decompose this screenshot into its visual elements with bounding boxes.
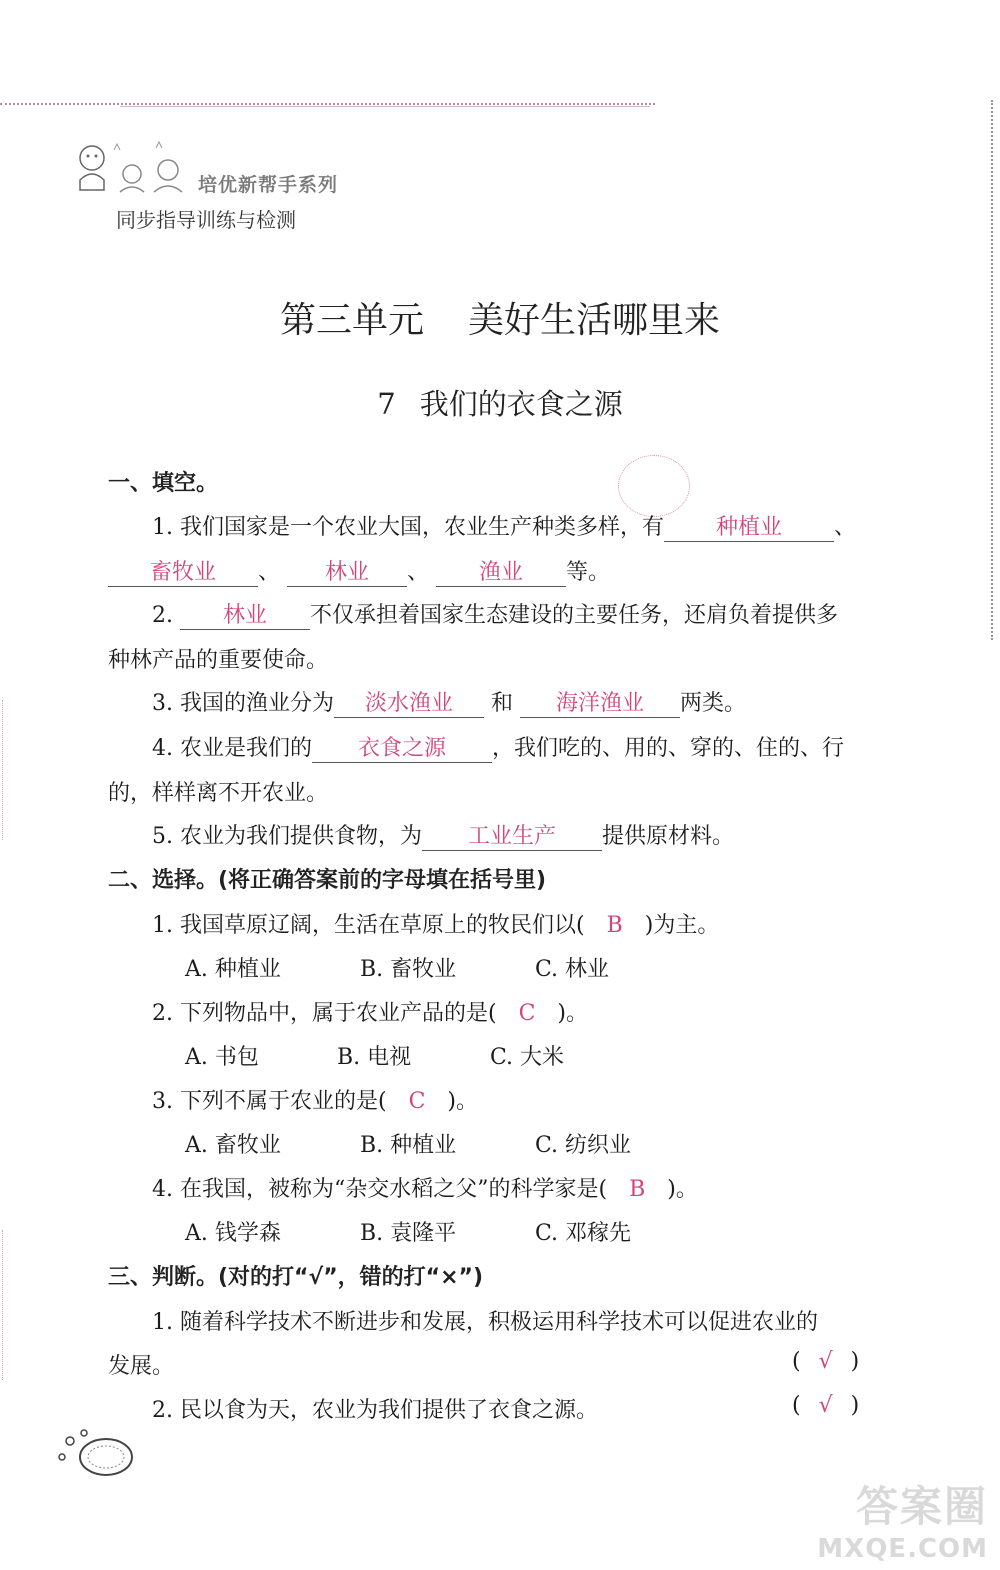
- answer-blank[interactable]: 衣食之源: [312, 731, 492, 763]
- lesson-title: 我们的衣食之源: [419, 387, 623, 421]
- judge-answer[interactable]: √: [818, 1393, 833, 1418]
- answer-blank[interactable]: 林业: [287, 555, 407, 587]
- question-line: 5. 农业为我们提供食物，为 工业生产 提供原材料。: [152, 819, 734, 851]
- choice-question: 2. 下列物品中，属于农业产品的是( C )。: [152, 1001, 589, 1026]
- judge-question: 发展。: [108, 1354, 175, 1379]
- answer-blank[interactable]: 种植业: [664, 510, 834, 542]
- margin-dots: [2, 700, 5, 840]
- choice-option: C. 林业: [535, 957, 610, 982]
- choice-option: A. 书包: [185, 1045, 259, 1070]
- margin-dots: [2, 1230, 5, 1380]
- site-watermark: [817, 1474, 988, 1564]
- choice-question: 3. 下列不属于农业的是( C )。: [152, 1089, 479, 1114]
- header-dotted-rule: [0, 103, 655, 105]
- unit-title: 美好生活哪里来: [468, 300, 721, 341]
- unit-number: 第三单元: [279, 300, 424, 341]
- unit-heading: [0, 292, 1000, 343]
- choice-answer[interactable]: C: [408, 1089, 426, 1114]
- judge-answer-box: ( √ ): [792, 1349, 860, 1374]
- answer-blank[interactable]: 海洋渔业: [520, 686, 680, 718]
- choice-option: B. 电视: [337, 1045, 412, 1070]
- section-heading-choice: 二、选择。(将正确答案前的字母填在括号里): [108, 868, 547, 893]
- choice-answer[interactable]: C: [518, 1001, 536, 1026]
- question-line: 1. 我们国家是一个农业大国，农业生产种类多样，有 种植业 、: [152, 510, 856, 542]
- question-line: 2. 林业 不仅承担着国家生态建设的主要任务，还肩负着提供多: [152, 598, 838, 630]
- lesson-heading: [0, 382, 1000, 423]
- choice-option: A. 钱学森: [185, 1221, 281, 1246]
- question-line: 4. 农业是我们的 衣食之源 ，我们吃的、用的、穿的、住的、行: [152, 731, 844, 763]
- series-brand-title: 培优新帮手系列: [198, 174, 339, 196]
- section-heading-judge: 三、判断。(对的打“√”，错的打“×”): [108, 1265, 484, 1290]
- choice-answer[interactable]: B: [606, 913, 623, 938]
- judge-question: 1. 随着科学技术不断进步和发展，积极运用科学技术可以促进农业的: [152, 1310, 818, 1335]
- choice-option: B. 种植业: [360, 1133, 457, 1158]
- judge-answer[interactable]: √: [818, 1349, 833, 1374]
- answer-blank[interactable]: 淡水渔业: [334, 686, 484, 718]
- watermark-url: MXQE.COM: [817, 1534, 988, 1564]
- choice-option: C. 邓稼先: [535, 1221, 632, 1246]
- choice-option: B. 畜牧业: [360, 957, 457, 982]
- header-rule: [120, 106, 650, 107]
- choice-question: 1. 我国草原辽阔，生活在草原上的牧民们以( B )为主。: [152, 913, 720, 938]
- answer-blank[interactable]: 工业生产: [422, 819, 602, 851]
- question-line: 畜牧业 、 林业 、 渔业 等。: [108, 555, 610, 587]
- cartoon-children-logo-icon: [70, 140, 190, 196]
- choice-option: C. 纺织业: [535, 1133, 632, 1158]
- question-line: 的，样样离不开农业。: [108, 781, 329, 806]
- choice-option: B. 袁隆平: [360, 1221, 457, 1246]
- judge-question: 2. 民以食为天，农业为我们提供了衣食之源。: [152, 1398, 598, 1423]
- answer-blank[interactable]: 畜牧业: [108, 555, 258, 587]
- choice-answer[interactable]: B: [629, 1177, 646, 1202]
- faint-stamp-mark: [618, 455, 690, 517]
- choice-option: A. 畜牧业: [185, 1133, 281, 1158]
- section-heading-fill-blank: 一、填空。: [108, 471, 219, 496]
- judge-answer-box: ( √ ): [792, 1393, 860, 1418]
- page-number-blob-icon: [48, 1425, 138, 1485]
- choice-question: 4. 在我国，被称为“杂交水稻之父”的科学家是( B )。: [152, 1177, 698, 1202]
- binding-edge-marks: [991, 100, 996, 640]
- choice-option: A. 种植业: [185, 957, 281, 982]
- answer-blank[interactable]: 渔业: [436, 555, 566, 587]
- watermark-logo-text: 答案圈: [855, 1482, 988, 1531]
- book-subtitle: 同步指导训练与检测: [116, 208, 296, 232]
- question-line: 种林产品的重要使命。: [108, 648, 329, 673]
- lesson-number: 7: [377, 387, 396, 421]
- question-line: 3. 我国的渔业分为 淡水渔业 和 海洋渔业 两类。: [152, 686, 746, 718]
- choice-option: C. 大米: [490, 1045, 565, 1070]
- answer-blank[interactable]: 林业: [180, 598, 310, 630]
